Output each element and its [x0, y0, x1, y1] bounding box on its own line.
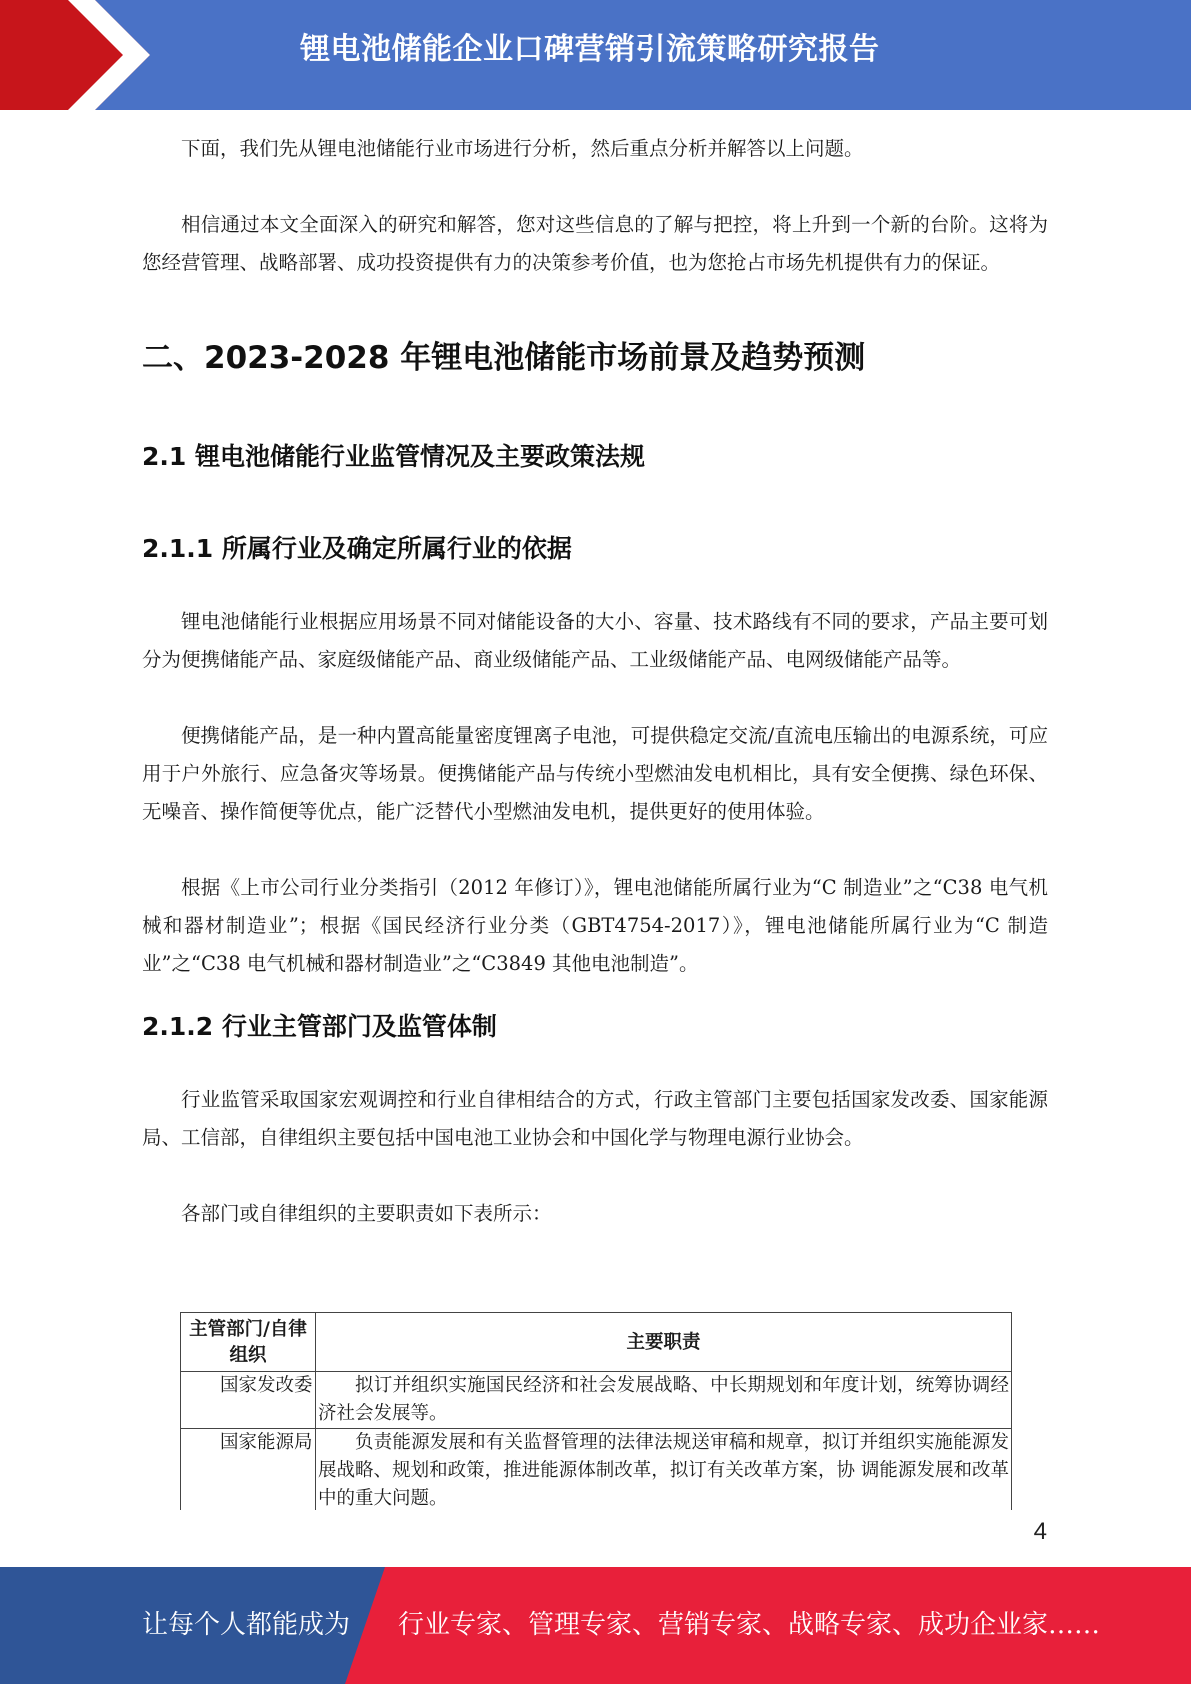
table-header-row [181, 1313, 1012, 1372]
table-cell-dept: 国家能源局 [181, 1429, 316, 1514]
paragraph-value: 相信通过本文全面深入的研究和解答，您对这些信息的了解与把控，将上升到一个新的台阶。这将为您经营管理、战略部署、成功投资提供有力的决策参考价值，也为您抢占市场先机提供有力的保证。 [142, 213, 1048, 274]
subsection-heading-2-1-1: 2.1.1 所属行业及确定所属行业的依据 [142, 534, 572, 563]
table-row [181, 1372, 1012, 1429]
paragraph-regulation: 行业监管采取国家宏观调控和行业自律相结合的方式，行政主管部门主要包括国家发改委、国家能源局、工信部，自律组织主要包括中国电池工业协会和中国化学与物理电源行业协会。 [142, 1088, 1048, 1149]
document-body [142, 130, 1048, 1233]
table-row [181, 1429, 1012, 1514]
subsection-heading-2-1: 2.1 锂电池储能行业监管情况及主要政策法规 [142, 442, 645, 471]
paragraph-classification: 锂电池储能行业根据应用场景不同对储能设备的大小、容量、技术路线有不同的要求，产品主要可划分为便携储能产品、家庭级储能产品、商业级储能产品、工业级储能产品、电网级储能产品等。 [142, 610, 1048, 671]
section-heading: 二、2023-2028 年锂电池储能市场前景及趋势预测 [142, 340, 866, 376]
footer-slogan-left: 让每个人都能成为 [142, 1610, 351, 1640]
table-cell-duty: 负责能源发展和有关监督管理的法律法规送审稿和规章，拟订并组织实施能源发展战略、规划和政策，推进能源体制改革，拟订有关改革方案，协 调能源发展和改革中的重大问题。 [316, 1429, 1012, 1514]
table-cell-duty: 拟订并组织实施国民经济和社会发展战略、中长期规划和年度计划，统筹协调经济社会发展等。 [316, 1372, 1012, 1429]
duty-table [180, 1312, 1012, 1514]
paragraph-portable: 便携储能产品，是一种内置高能量密度锂离子电池，可提供稳定交流/直流电压输出的电源系统，可应用于户外旅行、应急备灾等场景。便携储能产品与传统小型燃油发电机相比，具有安全便携、绿色环保、无噪音、操作简便等优点，能广泛替代小型燃油发电机，提供更好的使用体验。 [142, 724, 1048, 823]
table-header-dept: 主管部门/自律组织 [181, 1313, 316, 1372]
footer-slogan-right: 行业专家、管理专家、营销专家、战略专家、成功企业家…… [398, 1610, 1101, 1640]
table-header-duty: 主要职责 [316, 1313, 1012, 1372]
header-banner [0, 0, 1191, 110]
paragraph-industry-code: 根据《上市公司行业分类指引（2012 年修订）》，锂电池储能所属行业为“C 制造业”之“C38 电气机械和器材制造业”；根据《国民经济行业分类（GBT4754-2017）》，锂电池储能所属行业为“C 制造业”之“C38 电气机械和器材制造业”之“C3849 其他电池制造”。 [142, 876, 1048, 975]
footer-banner [0, 1567, 1191, 1684]
paragraph-intro: 下面，我们先从锂电池储能行业市场进行分析，然后重点分析并解答以上问题。 [181, 137, 864, 160]
page-break-mask [170, 1510, 1030, 1550]
paragraph-table-intro: 各部门或自律组织的主要职责如下表所示： [181, 1202, 552, 1225]
page-number: 4 [1033, 1518, 1047, 1545]
subsection-heading-2-1-2: 2.1.2 行业主管部门及监管体制 [142, 1012, 497, 1041]
report-title: 锂电池储能企业口碑营销引流策略研究报告 [300, 32, 880, 67]
table-cell-dept: 国家发改委 [181, 1372, 316, 1429]
